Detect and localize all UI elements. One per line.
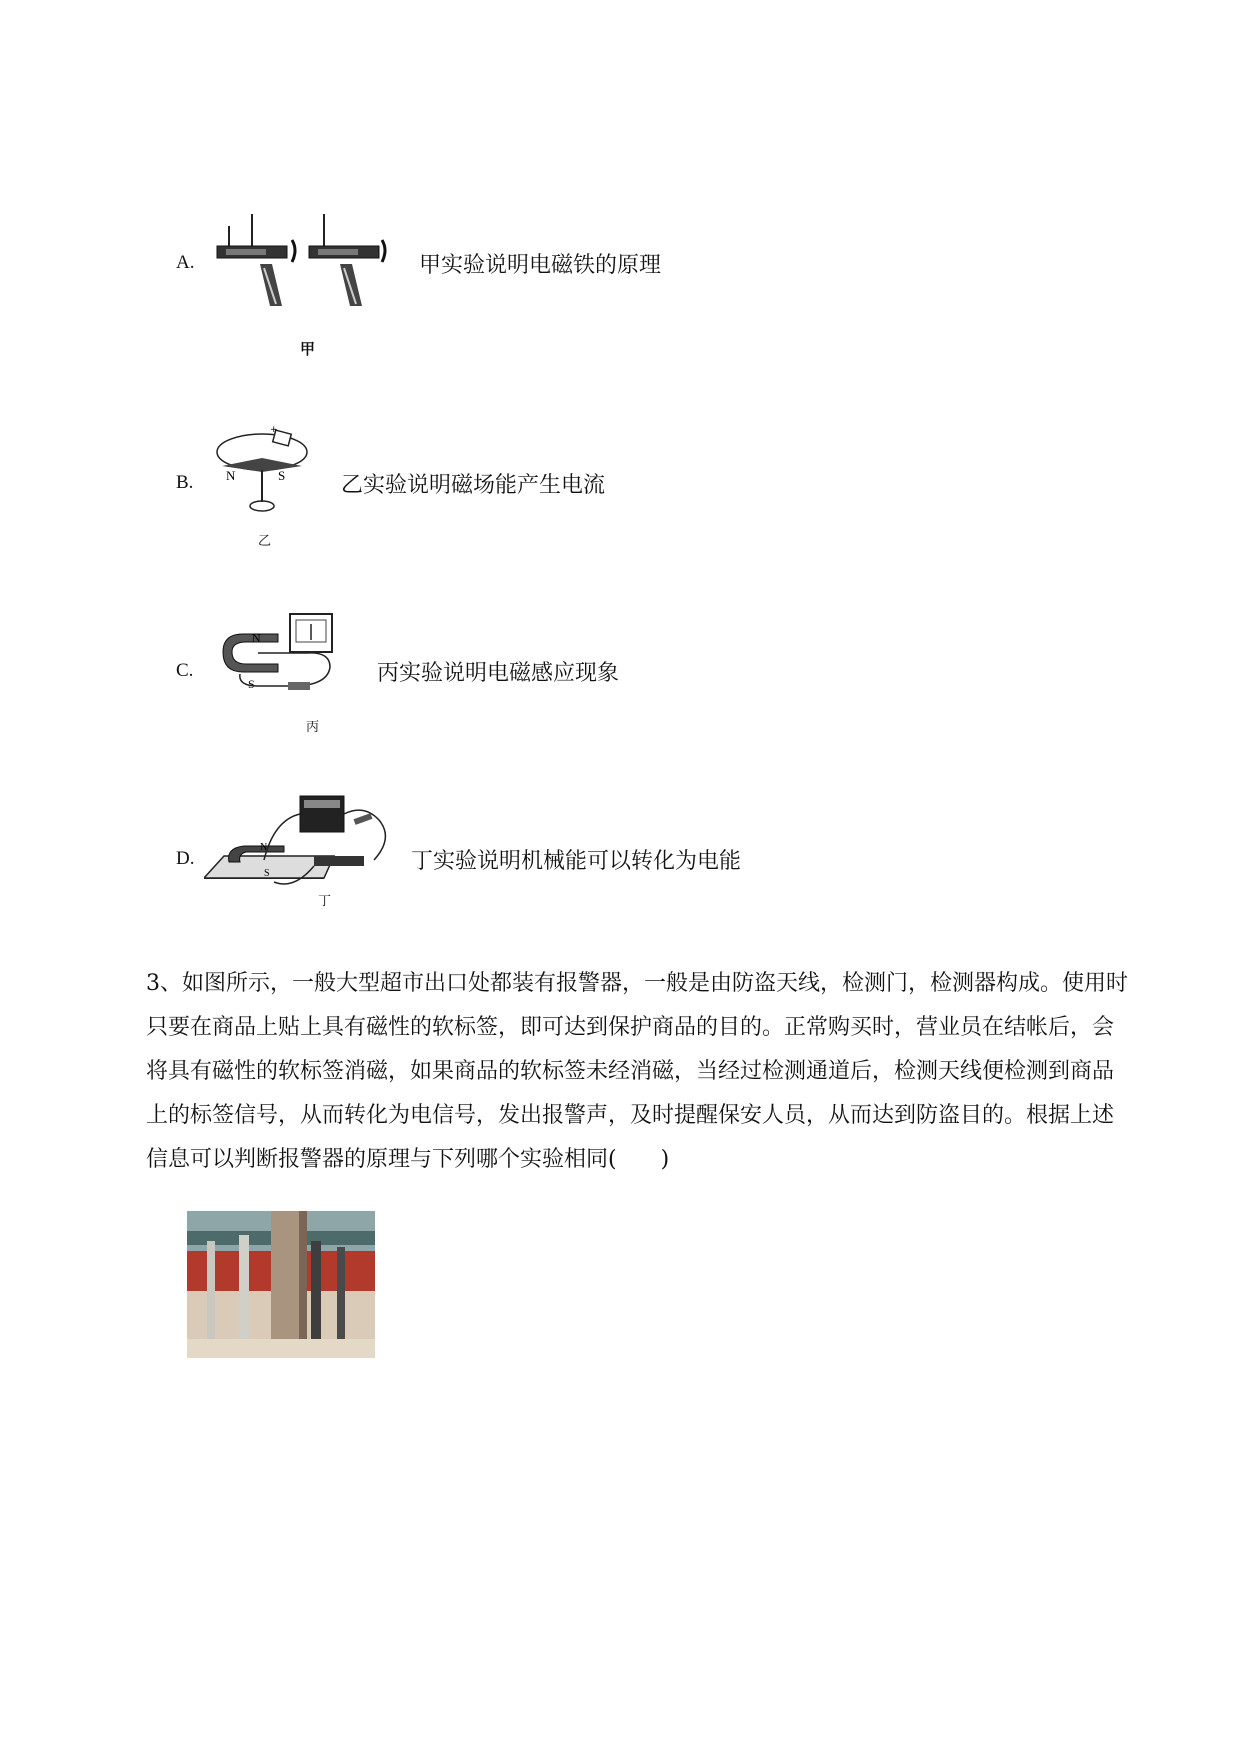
option-letter: D. [176, 848, 195, 869]
question-3-text [146, 962, 1156, 1182]
option-caption: 丁实验说明机械能可以转化为电能 [411, 849, 742, 874]
option-letter: A. [176, 252, 195, 273]
question-line: 只要在商品上贴上具有磁性的软标签，即可达到保护商品的目的。正常购买时，营业员在结帐后，会 [146, 1015, 1115, 1040]
question-line: 信息可以判断报警器的原理与下列哪个实验相同( ) [146, 1147, 670, 1172]
svg-text:N: N [260, 842, 268, 853]
option-caption: 乙实验说明磁场能产生电流 [341, 473, 606, 498]
question-line: 将具有磁性的软标签消磁，如果商品的软标签未经消磁，当经过检测通道后，检测天线便检测到商品 [146, 1059, 1115, 1084]
supermarket-security-gate-photo-icon [187, 1211, 375, 1358]
option-letter: B. [176, 472, 194, 493]
svg-text:N: N [252, 631, 261, 645]
svg-text:S: S [248, 677, 255, 691]
figure-label: 丁 [318, 894, 332, 909]
question-line: 3、如图所示，一般大型超市出口处都装有报警器，一般是由防盗天线，检测门，检测器构成。使用时 [146, 971, 1129, 996]
figure-label: 丙 [306, 720, 320, 735]
magnetized-needles-diagram-icon [214, 206, 394, 306]
oersted-experiment-diagram-icon [212, 424, 322, 524]
svg-text:S: S [264, 868, 270, 879]
svg-text:N: N [226, 468, 236, 483]
question-line: 上的标签信号，从而转化为电信号，发出报警声，及时提醒保安人员，从而达到防盗目的。根据上述 [146, 1103, 1115, 1128]
svg-text:S: S [278, 468, 286, 483]
option-caption: 丙实验说明电磁感应现象 [377, 661, 620, 686]
option-caption: 甲实验说明电磁铁的原理 [419, 253, 662, 278]
figure-label: 甲 [300, 340, 316, 358]
svg-text:+: + [270, 425, 278, 435]
option-letter: C. [176, 660, 194, 681]
motor-circuit-diagram-icon [204, 790, 404, 900]
electromagnetic-induction-diagram-icon [218, 612, 348, 712]
figure-label: 乙 [258, 534, 272, 549]
